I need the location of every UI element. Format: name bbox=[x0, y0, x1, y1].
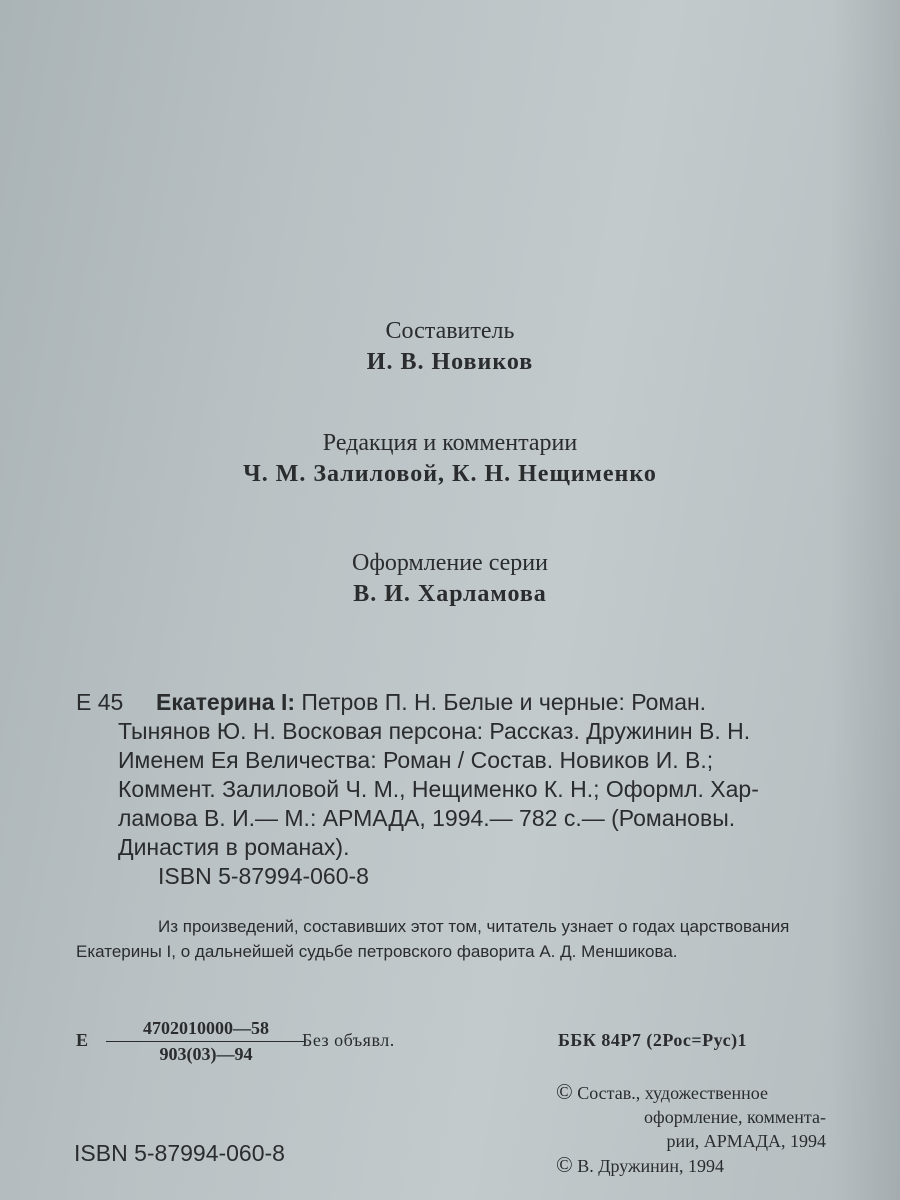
design-credit bbox=[0, 548, 900, 610]
bottom-isbn: ISBN 5-87994-060-8 bbox=[74, 1140, 285, 1166]
biblio-line-5: ламова В. И.— М.: АРМАДА, 1994.— 782 с.— (Романовы. bbox=[118, 805, 736, 831]
design-label: Оформление серии bbox=[352, 550, 548, 576]
bibliographic-entry bbox=[76, 688, 816, 891]
copyright-line-1: Состав., художественное bbox=[577, 1083, 768, 1103]
copyright-icon: © bbox=[556, 1152, 573, 1177]
biblio-line-1-rest: Петров П. Н. Белые и черные: Роман. bbox=[295, 689, 707, 715]
compiler-label: Составитель bbox=[385, 318, 515, 344]
biblio-line-4: Коммент. Залиловой Ч. М., Нещименко К. Н.; Оформл. Хар- bbox=[118, 776, 759, 802]
copyright-line-2: оформление, коммента- bbox=[644, 1107, 826, 1127]
copyright-icon: © bbox=[556, 1079, 573, 1104]
biblio-isbn: ISBN 5-87994-060-8 bbox=[158, 863, 369, 889]
copyright-row-4 bbox=[556, 1153, 846, 1178]
copyright-line-4: В. Дружинин, 1994 bbox=[577, 1156, 724, 1176]
annotation-text: Из произведений, составивших этот том, читатель узнает о годах царствования Екатерины I, о дальнейшей судьбе петровского фаворита А. Д. Меншикова. bbox=[76, 917, 790, 961]
imprint-number-top: 4702010000—58 bbox=[106, 1018, 306, 1042]
biblio-line-3: Именем Ея Величества: Роман / Состав. Новиков И. В.; bbox=[118, 747, 714, 773]
editors-names: Ч. М. Залиловой, К. Н. Нещименко bbox=[243, 461, 657, 487]
biblio-title: Екатерина I: bbox=[156, 689, 296, 715]
imprint-line bbox=[76, 1018, 836, 1078]
bbk-code: ББК 84Р7 (2Рос=Рус)1 bbox=[558, 1030, 748, 1050]
editors-label: Редакция и комментарии bbox=[322, 430, 578, 456]
index-code: Е 45 bbox=[76, 689, 124, 715]
compiler-name: И. В. Новиков bbox=[366, 349, 534, 375]
imprint-number-bottom: 903(03)—94 bbox=[159, 1044, 253, 1064]
design-name: В. И. Харламова bbox=[353, 581, 547, 607]
no-ads-note: Без объявл. bbox=[302, 1030, 395, 1050]
imprint-number bbox=[106, 1018, 306, 1065]
biblio-line-1 bbox=[76, 688, 816, 717]
biblio-line-2: Тынянов Ю. Н. Восковая персона: Рассказ. Дружинин В. Н. bbox=[118, 718, 751, 744]
copyright-row-1 bbox=[556, 1080, 846, 1105]
biblio-line-6: Династия в романах). bbox=[118, 834, 350, 860]
editors-credit bbox=[0, 428, 900, 490]
compiler-credit bbox=[0, 316, 900, 378]
copyright-line-3: рии, АРМАДА, 1994 bbox=[666, 1131, 826, 1151]
imprint-letter: Е bbox=[76, 1030, 89, 1050]
copyright-block bbox=[556, 1080, 846, 1178]
